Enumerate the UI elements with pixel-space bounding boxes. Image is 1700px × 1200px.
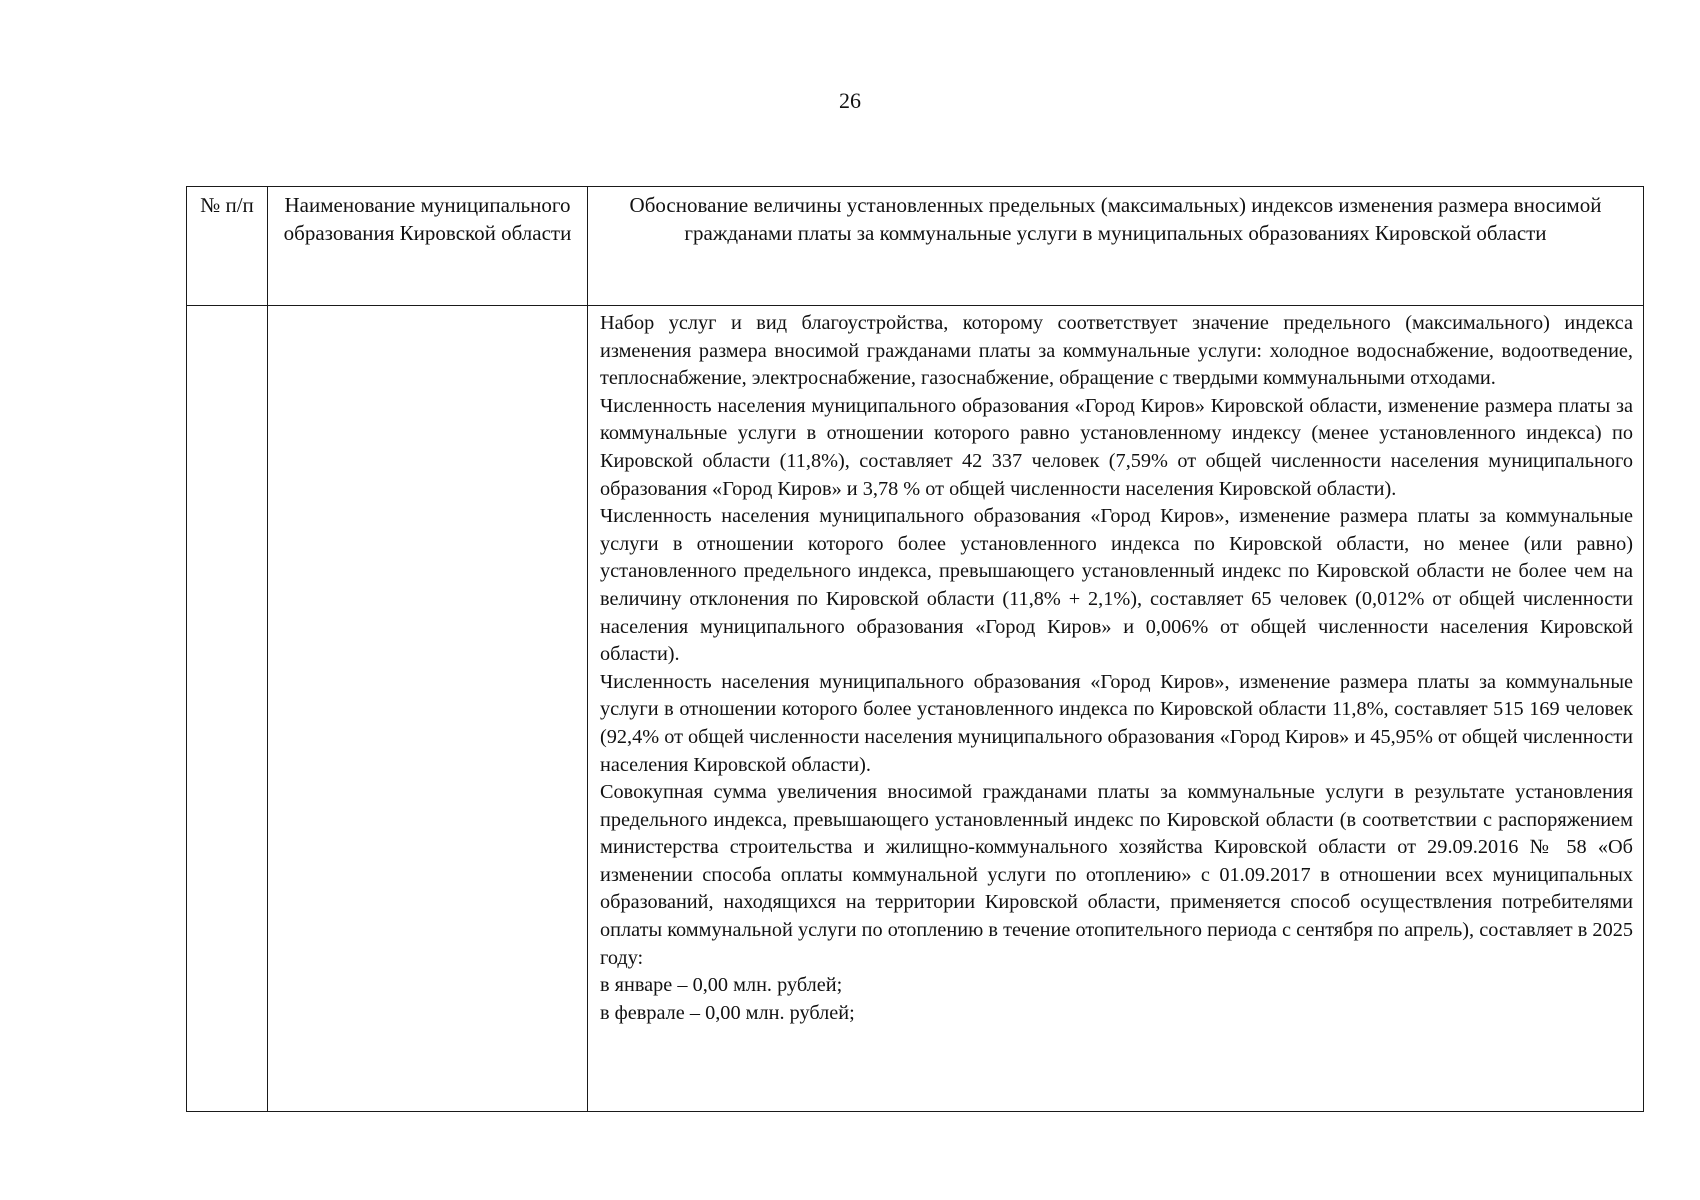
list-item-february: в феврале – 0,00 млн. рублей;	[600, 1001, 855, 1024]
page-number: 26	[839, 88, 861, 113]
row-justification-cell	[588, 306, 1644, 1112]
header-municipality-label: Наименование муниципального образования Кировской области	[283, 193, 572, 245]
paragraph-total-sum: Совокупная сумма увеличения вносимой гражданами платы за коммунальные услуги в результате установления предельного индекса, превышающего установленный индекс по Кировской области (в соответствии с распоряжением министерства строительства и жилищно-коммунального хозяйства Кировской области от 29.09.2016 № 58 «Об изменении способа оплаты коммунальной услуги по отоплению» с 01.09.2017 в отношении всех муниципальных образований, находящихся на территории Кировской области, применяется способ осуществления потребителями оплаты коммунальной услуги по отоплению в течение отопительного периода с сентября по апрель), составляет в 2025 году:	[600, 781, 1633, 969]
paragraph-population-equal: Численность населения муниципального образования «Город Киров» Кировской области, изменение размера платы за коммунальные услуги в отношении которого равно установленному индексу (менее установленного индекса) по Кировской области (11,8%), составляет 42 337 человек (7,59% от общей численности населения муниципального образования «Город Киров» и 3,78 % от общей численности населения Кировской области).	[600, 394, 1633, 500]
header-cell-justification	[588, 187, 1644, 306]
header-cell-municipality	[268, 187, 588, 306]
row-number-cell	[187, 306, 268, 1112]
list-item-january: в январе – 0,00 млн. рублей;	[600, 974, 843, 997]
justification-table	[186, 186, 1644, 1112]
header-number-label: № п/п	[200, 193, 254, 217]
header-cell-number	[187, 187, 268, 306]
paragraph-services: Набор услуг и вид благоустройства, которому соответствует значение предельного (максимального) индекса изменения размера вносимой гражданами платы за коммунальные услуги: холодное водоснабжение, водоотведение, теплоснабжение, электроснабжение, газоснабжение, обращение с твердыми коммунальными отходами.	[600, 312, 1633, 390]
table-row	[187, 306, 1644, 1112]
paragraph-population-above: Численность населения муниципального образования «Город Киров», изменение размера платы за коммунальные услуги в отношении которого более установленного индекса по Кировской области 11,8%, составляет 515 169 человек (92,4% от общей численности населения муниципального образования «Город Киров» и 45,95% от общей численности населения Кировской области).	[600, 670, 1633, 776]
table-header-row	[187, 187, 1644, 306]
row-municipality-cell	[268, 306, 588, 1112]
justification-text	[588, 306, 1643, 1027]
paragraph-population-within-deviation: Численность населения муниципального образования «Город Киров», изменение размера платы за коммунальные услуги в отношении которого более установленного индекса по Кировской области, но менее (или равно) установленного предельного индекса, превышающего установленный индекс по Кировской области не более чем на величину отклонения по Кировской области (11,8% + 2,1%), составляет 65 человек (0,012% от общей численности населения муниципального образования «Город Киров» и 0,006% от общей численности населения Кировской области).	[600, 505, 1633, 666]
header-justification-label: Обоснование величины установленных предельных (максимальных) индексов изменения размера вносимой гражданами платы за коммунальные услуги в муниципальных образованиях Кировской области	[629, 193, 1602, 245]
